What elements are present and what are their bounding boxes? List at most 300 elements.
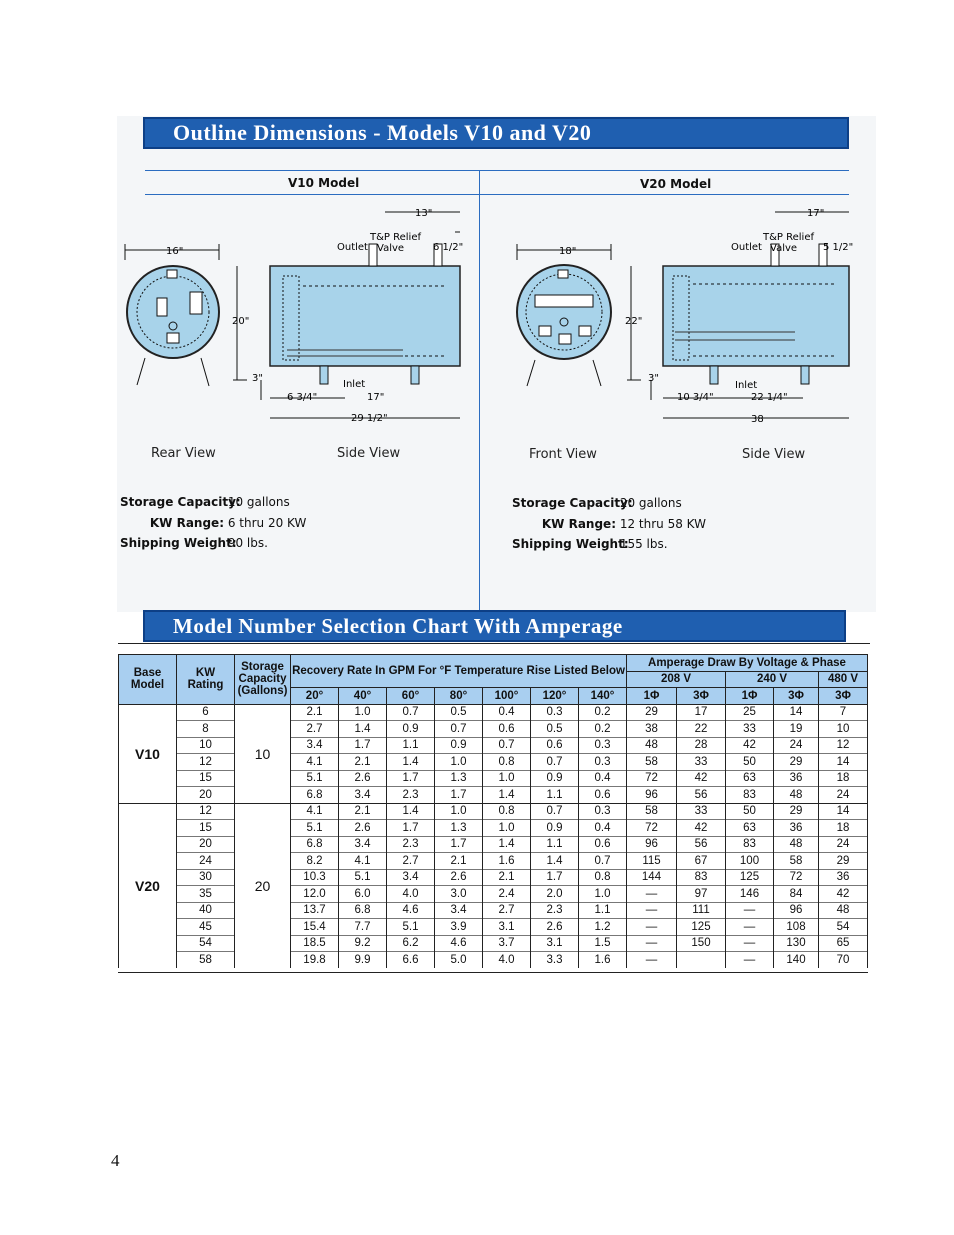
table-row <box>119 820 868 837</box>
recovery-cell: 2.0 <box>531 886 579 903</box>
spec-label: Shipping Weight: <box>512 537 629 551</box>
amperage-cell: 7 <box>819 704 868 721</box>
recovery-cell: 0.7 <box>387 704 435 721</box>
header-temp: 20° <box>291 688 339 705</box>
amperage-cell: 36 <box>819 869 868 886</box>
recovery-cell: 1.0 <box>435 803 483 820</box>
amperage-cell: 18 <box>819 770 868 787</box>
v10-model-title: V10 Model <box>288 176 360 190</box>
v20-model-title: V20 Model <box>640 177 712 191</box>
recovery-cell: 0.9 <box>531 820 579 837</box>
recovery-cell: 0.7 <box>483 737 531 754</box>
table-row <box>119 737 868 754</box>
recovery-cell: 9.9 <box>339 952 387 968</box>
amperage-cell: 12 <box>819 737 868 754</box>
amperage-cell: 96 <box>774 902 819 919</box>
recovery-cell: 0.3 <box>579 737 627 754</box>
header-base-model: Base Model <box>119 655 177 705</box>
header-480v: 480 V <box>819 671 868 688</box>
amperage-cell: — <box>627 886 677 903</box>
recovery-cell: 2.1 <box>339 803 387 820</box>
recovery-cell: 6.8 <box>291 787 339 804</box>
header-temp: 40° <box>339 688 387 705</box>
recovery-cell: 2.3 <box>387 836 435 853</box>
amperage-cell: 29 <box>819 853 868 870</box>
amperage-cell: 140 <box>774 952 819 968</box>
v20-width-dim: 18" <box>559 246 577 257</box>
v20-outline-diagram <box>505 200 865 430</box>
recovery-cell: 0.4 <box>579 770 627 787</box>
recovery-cell: 0.2 <box>579 704 627 721</box>
recovery-cell: 1.0 <box>483 820 531 837</box>
amperage-cell: — <box>627 952 677 968</box>
recovery-cell: 3.4 <box>291 737 339 754</box>
recovery-cell: 13.7 <box>291 902 339 919</box>
kw-cell: 54 <box>177 935 235 952</box>
table-row <box>119 704 868 721</box>
amperage-cell: 24 <box>774 737 819 754</box>
kw-cell: 15 <box>177 770 235 787</box>
amperage-cell: 24 <box>819 836 868 853</box>
amperage-cell: — <box>627 935 677 952</box>
v20-height-dim: 22" <box>625 316 643 327</box>
recovery-cell: 1.3 <box>435 770 483 787</box>
table-row <box>119 902 868 919</box>
recovery-cell: 3.9 <box>435 919 483 936</box>
amperage-cell: 115 <box>627 853 677 870</box>
v10-height-dim: 20" <box>232 316 250 327</box>
recovery-cell: 0.9 <box>531 770 579 787</box>
recovery-cell: 0.8 <box>483 754 531 771</box>
recovery-cell: 1.2 <box>579 919 627 936</box>
amperage-cell: 18 <box>819 820 868 837</box>
recovery-cell: 1.7 <box>435 787 483 804</box>
header-rule <box>145 194 849 195</box>
v10-valve-label: Valve <box>377 243 405 254</box>
v10-span-dim: 17" <box>367 392 385 403</box>
header-temp: 100° <box>483 688 531 705</box>
v10-relief-dim: 6 1/2" <box>433 242 464 253</box>
amperage-cell: 96 <box>627 836 677 853</box>
amperage-cell: 33 <box>677 803 726 820</box>
recovery-cell: 1.5 <box>579 935 627 952</box>
v20-relief-dim: 5 1/2" <box>823 242 854 253</box>
amperage-cell: 24 <box>819 787 868 804</box>
recovery-cell: 3.4 <box>339 836 387 853</box>
recovery-cell: 15.4 <box>291 919 339 936</box>
recovery-cell: 6.6 <box>387 952 435 968</box>
amperage-cell: 48 <box>819 902 868 919</box>
header-recovery: Recovery Rate In GPM For °F Temperature Rise Listed Below <box>291 655 627 688</box>
v10-specs <box>120 492 306 554</box>
recovery-cell: 1.7 <box>435 836 483 853</box>
amperage-cell: 70 <box>819 952 868 968</box>
amperage-cell: 48 <box>627 737 677 754</box>
kw-cell: 15 <box>177 820 235 837</box>
amperage-cell: 144 <box>627 869 677 886</box>
amperage-cell: 19 <box>774 721 819 738</box>
amperage-cell: 56 <box>677 787 726 804</box>
recovery-cell: 0.3 <box>531 704 579 721</box>
recovery-cell: 3.4 <box>387 869 435 886</box>
amperage-cell: 42 <box>677 770 726 787</box>
spec-value: 155 lbs. <box>619 537 668 551</box>
amperage-cell: 29 <box>774 803 819 820</box>
kw-cell: 10 <box>177 737 235 754</box>
recovery-cell: 2.4 <box>483 886 531 903</box>
table-row <box>119 869 868 886</box>
amperage-cell: 29 <box>774 754 819 771</box>
recovery-cell: 4.1 <box>291 754 339 771</box>
header-temp: 60° <box>387 688 435 705</box>
amperage-cell: 108 <box>774 919 819 936</box>
header-amperage: Amperage Draw By Voltage & Phase <box>627 655 868 672</box>
amperage-cell: 33 <box>677 754 726 771</box>
recovery-cell: 9.2 <box>339 935 387 952</box>
recovery-cell: 1.4 <box>483 787 531 804</box>
kw-cell: 20 <box>177 836 235 853</box>
column-divider <box>479 171 480 612</box>
recovery-cell: 1.7 <box>387 820 435 837</box>
recovery-cell: 4.0 <box>483 952 531 968</box>
amperage-cell: 29 <box>627 704 677 721</box>
storage-cell: 20 <box>235 803 291 968</box>
recovery-cell: 3.4 <box>435 902 483 919</box>
recovery-cell: 2.6 <box>339 820 387 837</box>
amperage-cell: 146 <box>726 886 774 903</box>
amperage-cell: 48 <box>774 787 819 804</box>
header-rule <box>145 170 849 171</box>
amperage-cell: 84 <box>774 886 819 903</box>
kw-cell: 58 <box>177 952 235 968</box>
header-208v: 208 V <box>627 671 726 688</box>
recovery-cell: 0.6 <box>531 737 579 754</box>
table-row <box>119 770 868 787</box>
recovery-cell: 0.3 <box>579 754 627 771</box>
header-240v: 240 V <box>726 671 819 688</box>
amperage-cell: 36 <box>774 770 819 787</box>
recovery-cell: 6.0 <box>339 886 387 903</box>
amperage-cell: 25 <box>726 704 774 721</box>
amperage-cell: 14 <box>819 803 868 820</box>
amperage-cell: 97 <box>677 886 726 903</box>
recovery-cell: 1.6 <box>579 952 627 968</box>
v10-inlet-offset-dim: 6 3/4" <box>287 392 318 403</box>
amperage-cell: — <box>726 902 774 919</box>
recovery-cell: 4.1 <box>291 803 339 820</box>
v20-side-view-label: Side View <box>742 447 806 462</box>
recovery-cell: 1.1 <box>579 902 627 919</box>
spec-value: 12 thru 58 KW <box>619 516 706 531</box>
recovery-cell: 1.0 <box>339 704 387 721</box>
amperage-cell: 54 <box>819 919 868 936</box>
spec-value: 10 gallons <box>227 495 290 509</box>
recovery-cell: 5.1 <box>291 770 339 787</box>
amperage-cell: 150 <box>677 935 726 952</box>
recovery-cell: 1.4 <box>387 803 435 820</box>
kw-cell: 8 <box>177 721 235 738</box>
recovery-cell: 0.5 <box>531 721 579 738</box>
amperage-cell: 38 <box>627 721 677 738</box>
v10-outline-diagram <box>115 200 475 430</box>
amperage-cell: — <box>627 902 677 919</box>
v10-length-dim: 29 1/2" <box>351 413 388 424</box>
recovery-cell: 2.1 <box>483 869 531 886</box>
recovery-cell: 4.1 <box>339 853 387 870</box>
recovery-cell: 5.1 <box>339 869 387 886</box>
table-row <box>119 754 868 771</box>
kw-cell: 40 <box>177 902 235 919</box>
base-model-cell: V10 <box>119 704 177 803</box>
recovery-cell: 1.3 <box>435 820 483 837</box>
v20-relief-label: T&P Relief <box>763 232 814 243</box>
v10-width-dim: 16" <box>166 246 184 257</box>
recovery-cell: 0.8 <box>579 869 627 886</box>
recovery-cell: 1.0 <box>579 886 627 903</box>
recovery-cell: 3.4 <box>339 787 387 804</box>
amperage-cell: 72 <box>774 869 819 886</box>
recovery-cell: 1.1 <box>531 836 579 853</box>
recovery-cell: 6.8 <box>339 902 387 919</box>
recovery-cell: 5.1 <box>387 919 435 936</box>
v10-top-dim: 13" <box>415 208 433 219</box>
table-bottom-rule <box>118 972 868 973</box>
table-row <box>119 836 868 853</box>
recovery-cell: 5.1 <box>291 820 339 837</box>
amperage-cell: 42 <box>677 820 726 837</box>
spec-label: Shipping Weight: <box>120 536 237 550</box>
base-model-cell: V20 <box>119 803 177 968</box>
v20-leg-dim: 3" <box>648 373 659 384</box>
v20-inlet-offset-dim: 10 3/4" <box>677 392 714 403</box>
model-selection-table <box>118 654 868 968</box>
amperage-cell: — <box>627 919 677 936</box>
recovery-cell: 2.6 <box>435 869 483 886</box>
v20-specs <box>512 493 706 555</box>
recovery-cell: 1.1 <box>387 737 435 754</box>
amperage-cell: 125 <box>677 919 726 936</box>
recovery-cell: 2.7 <box>291 721 339 738</box>
page-number: 4 <box>111 1151 120 1170</box>
spec-value: 6 thru 20 KW <box>227 515 307 530</box>
recovery-cell: 2.7 <box>387 853 435 870</box>
amperage-cell: 72 <box>627 770 677 787</box>
amperage-cell: 111 <box>677 902 726 919</box>
table-row <box>119 952 868 968</box>
recovery-cell: 2.6 <box>531 919 579 936</box>
recovery-cell: 0.5 <box>435 704 483 721</box>
v10-side-view-label: Side View <box>337 446 401 461</box>
header-temp: 140° <box>579 688 627 705</box>
amperage-cell: 83 <box>726 836 774 853</box>
header-temp: 120° <box>531 688 579 705</box>
recovery-cell: 4.0 <box>387 886 435 903</box>
recovery-cell: 0.7 <box>435 721 483 738</box>
amperage-cell: 50 <box>726 754 774 771</box>
kw-cell: 12 <box>177 754 235 771</box>
recovery-cell: 6.2 <box>387 935 435 952</box>
recovery-cell: 2.1 <box>291 704 339 721</box>
amperage-cell: — <box>726 919 774 936</box>
amperage-cell: 28 <box>677 737 726 754</box>
amperage-cell: 65 <box>819 935 868 952</box>
recovery-cell: 0.7 <box>579 853 627 870</box>
recovery-cell: 1.4 <box>483 836 531 853</box>
spec-label: KW Range: <box>541 516 616 531</box>
v10-relief-label: T&P Relief <box>370 232 421 243</box>
table-body <box>119 704 868 968</box>
kw-cell: 30 <box>177 869 235 886</box>
outline-dimensions-banner: Outline Dimensions - Models V10 and V20 <box>143 117 849 149</box>
recovery-cell: 18.5 <box>291 935 339 952</box>
recovery-cell: 8.2 <box>291 853 339 870</box>
recovery-cell: 1.1 <box>531 787 579 804</box>
recovery-cell: 2.3 <box>531 902 579 919</box>
recovery-cell: 1.7 <box>339 737 387 754</box>
amperage-cell: 48 <box>774 836 819 853</box>
amperage-cell <box>677 952 726 968</box>
recovery-cell: 0.9 <box>387 721 435 738</box>
recovery-cell: 0.4 <box>483 704 531 721</box>
header-phase: 3Φ <box>774 688 819 705</box>
v20-front-view-label: Front View <box>529 447 597 462</box>
amperage-cell: 63 <box>726 820 774 837</box>
v10-inlet-label: Inlet <box>343 379 366 390</box>
recovery-cell: 0.6 <box>579 836 627 853</box>
recovery-cell: 4.6 <box>387 902 435 919</box>
amperage-cell: 63 <box>726 770 774 787</box>
kw-cell: 12 <box>177 803 235 820</box>
storage-cell: 10 <box>235 704 291 803</box>
amperage-cell: 50 <box>726 803 774 820</box>
selection-chart-banner: Model Number Selection Chart With Amperage <box>143 610 846 642</box>
amperage-cell: 33 <box>726 721 774 738</box>
amperage-cell: 72 <box>627 820 677 837</box>
recovery-cell: 0.4 <box>579 820 627 837</box>
recovery-cell: 1.4 <box>387 754 435 771</box>
v20-top-dim: 17" <box>807 208 825 219</box>
recovery-cell: 0.3 <box>579 803 627 820</box>
amperage-cell: 130 <box>774 935 819 952</box>
amperage-cell: 67 <box>677 853 726 870</box>
v20-outlet-label: Outlet <box>731 242 762 253</box>
recovery-cell: 0.6 <box>579 787 627 804</box>
recovery-cell: 7.7 <box>339 919 387 936</box>
kw-cell: 35 <box>177 886 235 903</box>
recovery-cell: 3.7 <box>483 935 531 952</box>
recovery-cell: 6.8 <box>291 836 339 853</box>
v10-leg-dim: 3" <box>252 373 263 384</box>
recovery-cell: 2.3 <box>387 787 435 804</box>
recovery-cell: 0.9 <box>435 737 483 754</box>
amperage-cell: 36 <box>774 820 819 837</box>
amperage-cell: 83 <box>677 869 726 886</box>
spec-label: Storage Capacity: <box>120 495 241 509</box>
amperage-cell: — <box>726 952 774 968</box>
recovery-cell: 2.1 <box>435 853 483 870</box>
kw-cell: 45 <box>177 919 235 936</box>
recovery-cell: 1.0 <box>483 770 531 787</box>
amperage-cell: 22 <box>677 721 726 738</box>
amperage-cell: 58 <box>774 853 819 870</box>
recovery-cell: 3.3 <box>531 952 579 968</box>
recovery-cell: 0.8 <box>483 803 531 820</box>
table-row <box>119 935 868 952</box>
recovery-cell: 1.6 <box>483 853 531 870</box>
amperage-cell: 58 <box>627 803 677 820</box>
kw-cell: 24 <box>177 853 235 870</box>
v10-outlet-label: Outlet <box>337 242 368 253</box>
recovery-cell: 10.3 <box>291 869 339 886</box>
amperage-cell: 125 <box>726 869 774 886</box>
v10-rear-view-label: Rear View <box>151 446 216 461</box>
recovery-cell: 1.7 <box>531 869 579 886</box>
spec-value: 20 gallons <box>619 496 682 510</box>
amperage-cell: 42 <box>726 737 774 754</box>
recovery-cell: 0.7 <box>531 754 579 771</box>
recovery-cell: 5.0 <box>435 952 483 968</box>
amperage-cell: 96 <box>627 787 677 804</box>
amperage-cell: 42 <box>819 886 868 903</box>
recovery-cell: 0.7 <box>531 803 579 820</box>
amperage-cell: 14 <box>819 754 868 771</box>
recovery-cell: 4.6 <box>435 935 483 952</box>
kw-cell: 6 <box>177 704 235 721</box>
recovery-cell: 1.0 <box>435 754 483 771</box>
recovery-cell: 3.1 <box>531 935 579 952</box>
v20-valve-label: Valve <box>770 243 798 254</box>
table-row <box>119 803 868 820</box>
section-rule <box>118 643 870 644</box>
spec-label: KW Range: <box>149 515 224 530</box>
header-phase: 3Φ <box>819 688 868 705</box>
header-kw-rating: KW Rating <box>177 655 235 705</box>
table-row <box>119 853 868 870</box>
amperage-cell: 100 <box>726 853 774 870</box>
v20-length-dim: 38 <box>751 414 764 425</box>
amperage-cell: 17 <box>677 704 726 721</box>
recovery-cell: 0.2 <box>579 721 627 738</box>
amperage-cell: 58 <box>627 754 677 771</box>
recovery-cell: 0.6 <box>483 721 531 738</box>
amperage-cell: 14 <box>774 704 819 721</box>
header-phase: 1Φ <box>726 688 774 705</box>
header-temp: 80° <box>435 688 483 705</box>
header-phase: 1Φ <box>627 688 677 705</box>
header-phase: 3Φ <box>677 688 726 705</box>
v20-span-dim: 22 1/4" <box>751 392 788 403</box>
amperage-cell: 10 <box>819 721 868 738</box>
spec-value: 90 lbs. <box>227 536 268 550</box>
recovery-cell: 2.1 <box>339 754 387 771</box>
recovery-cell: 3.0 <box>435 886 483 903</box>
recovery-cell: 12.0 <box>291 886 339 903</box>
amperage-cell: 83 <box>726 787 774 804</box>
recovery-cell: 2.7 <box>483 902 531 919</box>
kw-cell: 20 <box>177 787 235 804</box>
recovery-cell: 2.6 <box>339 770 387 787</box>
amperage-cell: 56 <box>677 836 726 853</box>
recovery-cell: 19.8 <box>291 952 339 968</box>
table-row <box>119 721 868 738</box>
spec-label: Storage Capacity: <box>512 496 633 510</box>
recovery-cell: 3.1 <box>483 919 531 936</box>
amperage-cell: — <box>726 935 774 952</box>
v20-inlet-label: Inlet <box>735 380 758 391</box>
header-storage: Storage Capacity (Gallons) <box>235 655 291 705</box>
table-row <box>119 886 868 903</box>
table-row <box>119 787 868 804</box>
